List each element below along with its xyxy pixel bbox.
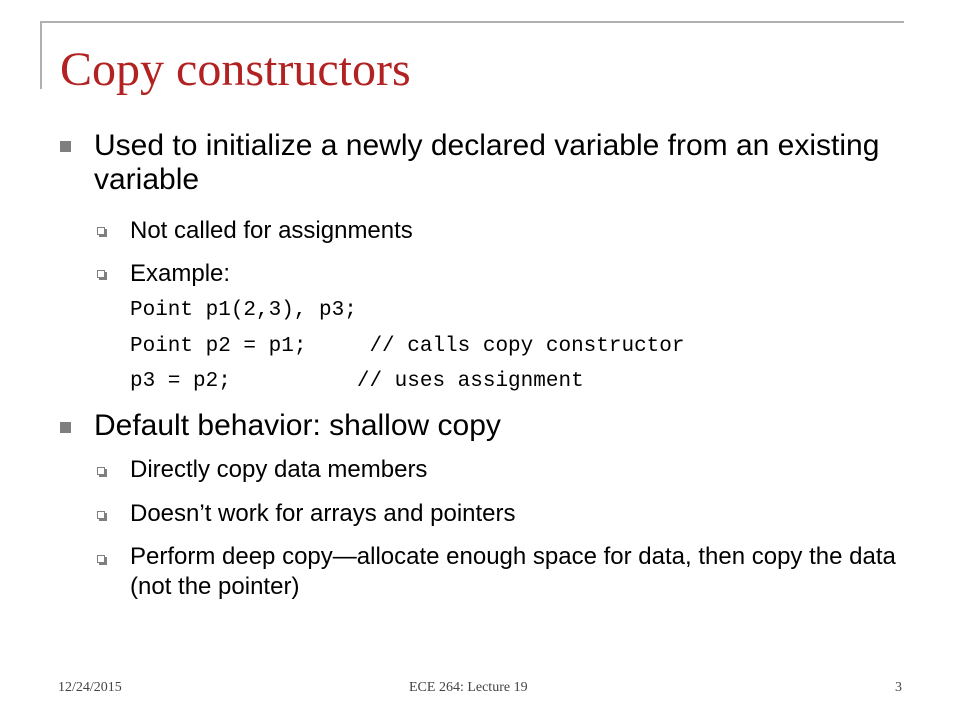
footer-date: 12/24/2015 xyxy=(58,680,122,695)
sub-bullet-text: Directly copy data members xyxy=(130,456,428,483)
sub-bullet-marker xyxy=(97,227,105,235)
frame-left-line xyxy=(40,21,42,89)
frame-top-line xyxy=(40,21,904,23)
bullet-text: Used to initialize a newly declared variable from an existing variable xyxy=(94,129,880,196)
footer-page-number: 3 xyxy=(895,680,902,695)
bullet-marker xyxy=(60,422,71,433)
code-line: Point p1(2,3), p3; xyxy=(130,299,357,322)
sub-bullet-text: Perform deep copy—allocate enough space for data, then copy the data (not the pointer) xyxy=(130,543,896,600)
sub-bullet-marker xyxy=(97,555,105,563)
bullet-marker xyxy=(60,141,71,152)
sub-bullet-text: Not called for assignments xyxy=(130,217,413,244)
sub-bullet-marker xyxy=(97,467,105,475)
bullet-text: Default behavior: shallow copy xyxy=(94,409,501,442)
sub-bullet-text: Doesn’t work for arrays and pointers xyxy=(130,500,516,527)
code-line: Point p2 = p1; // calls copy constructor xyxy=(130,335,685,358)
code-line: p3 = p2; // uses assignment xyxy=(130,370,584,393)
footer-course: ECE 264: Lecture 19 xyxy=(409,680,528,695)
slide-title: Copy constructors xyxy=(60,43,411,96)
sub-bullet-marker xyxy=(97,270,105,278)
sub-bullet-marker xyxy=(97,511,105,519)
sub-bullet-text: Example: xyxy=(130,260,231,287)
